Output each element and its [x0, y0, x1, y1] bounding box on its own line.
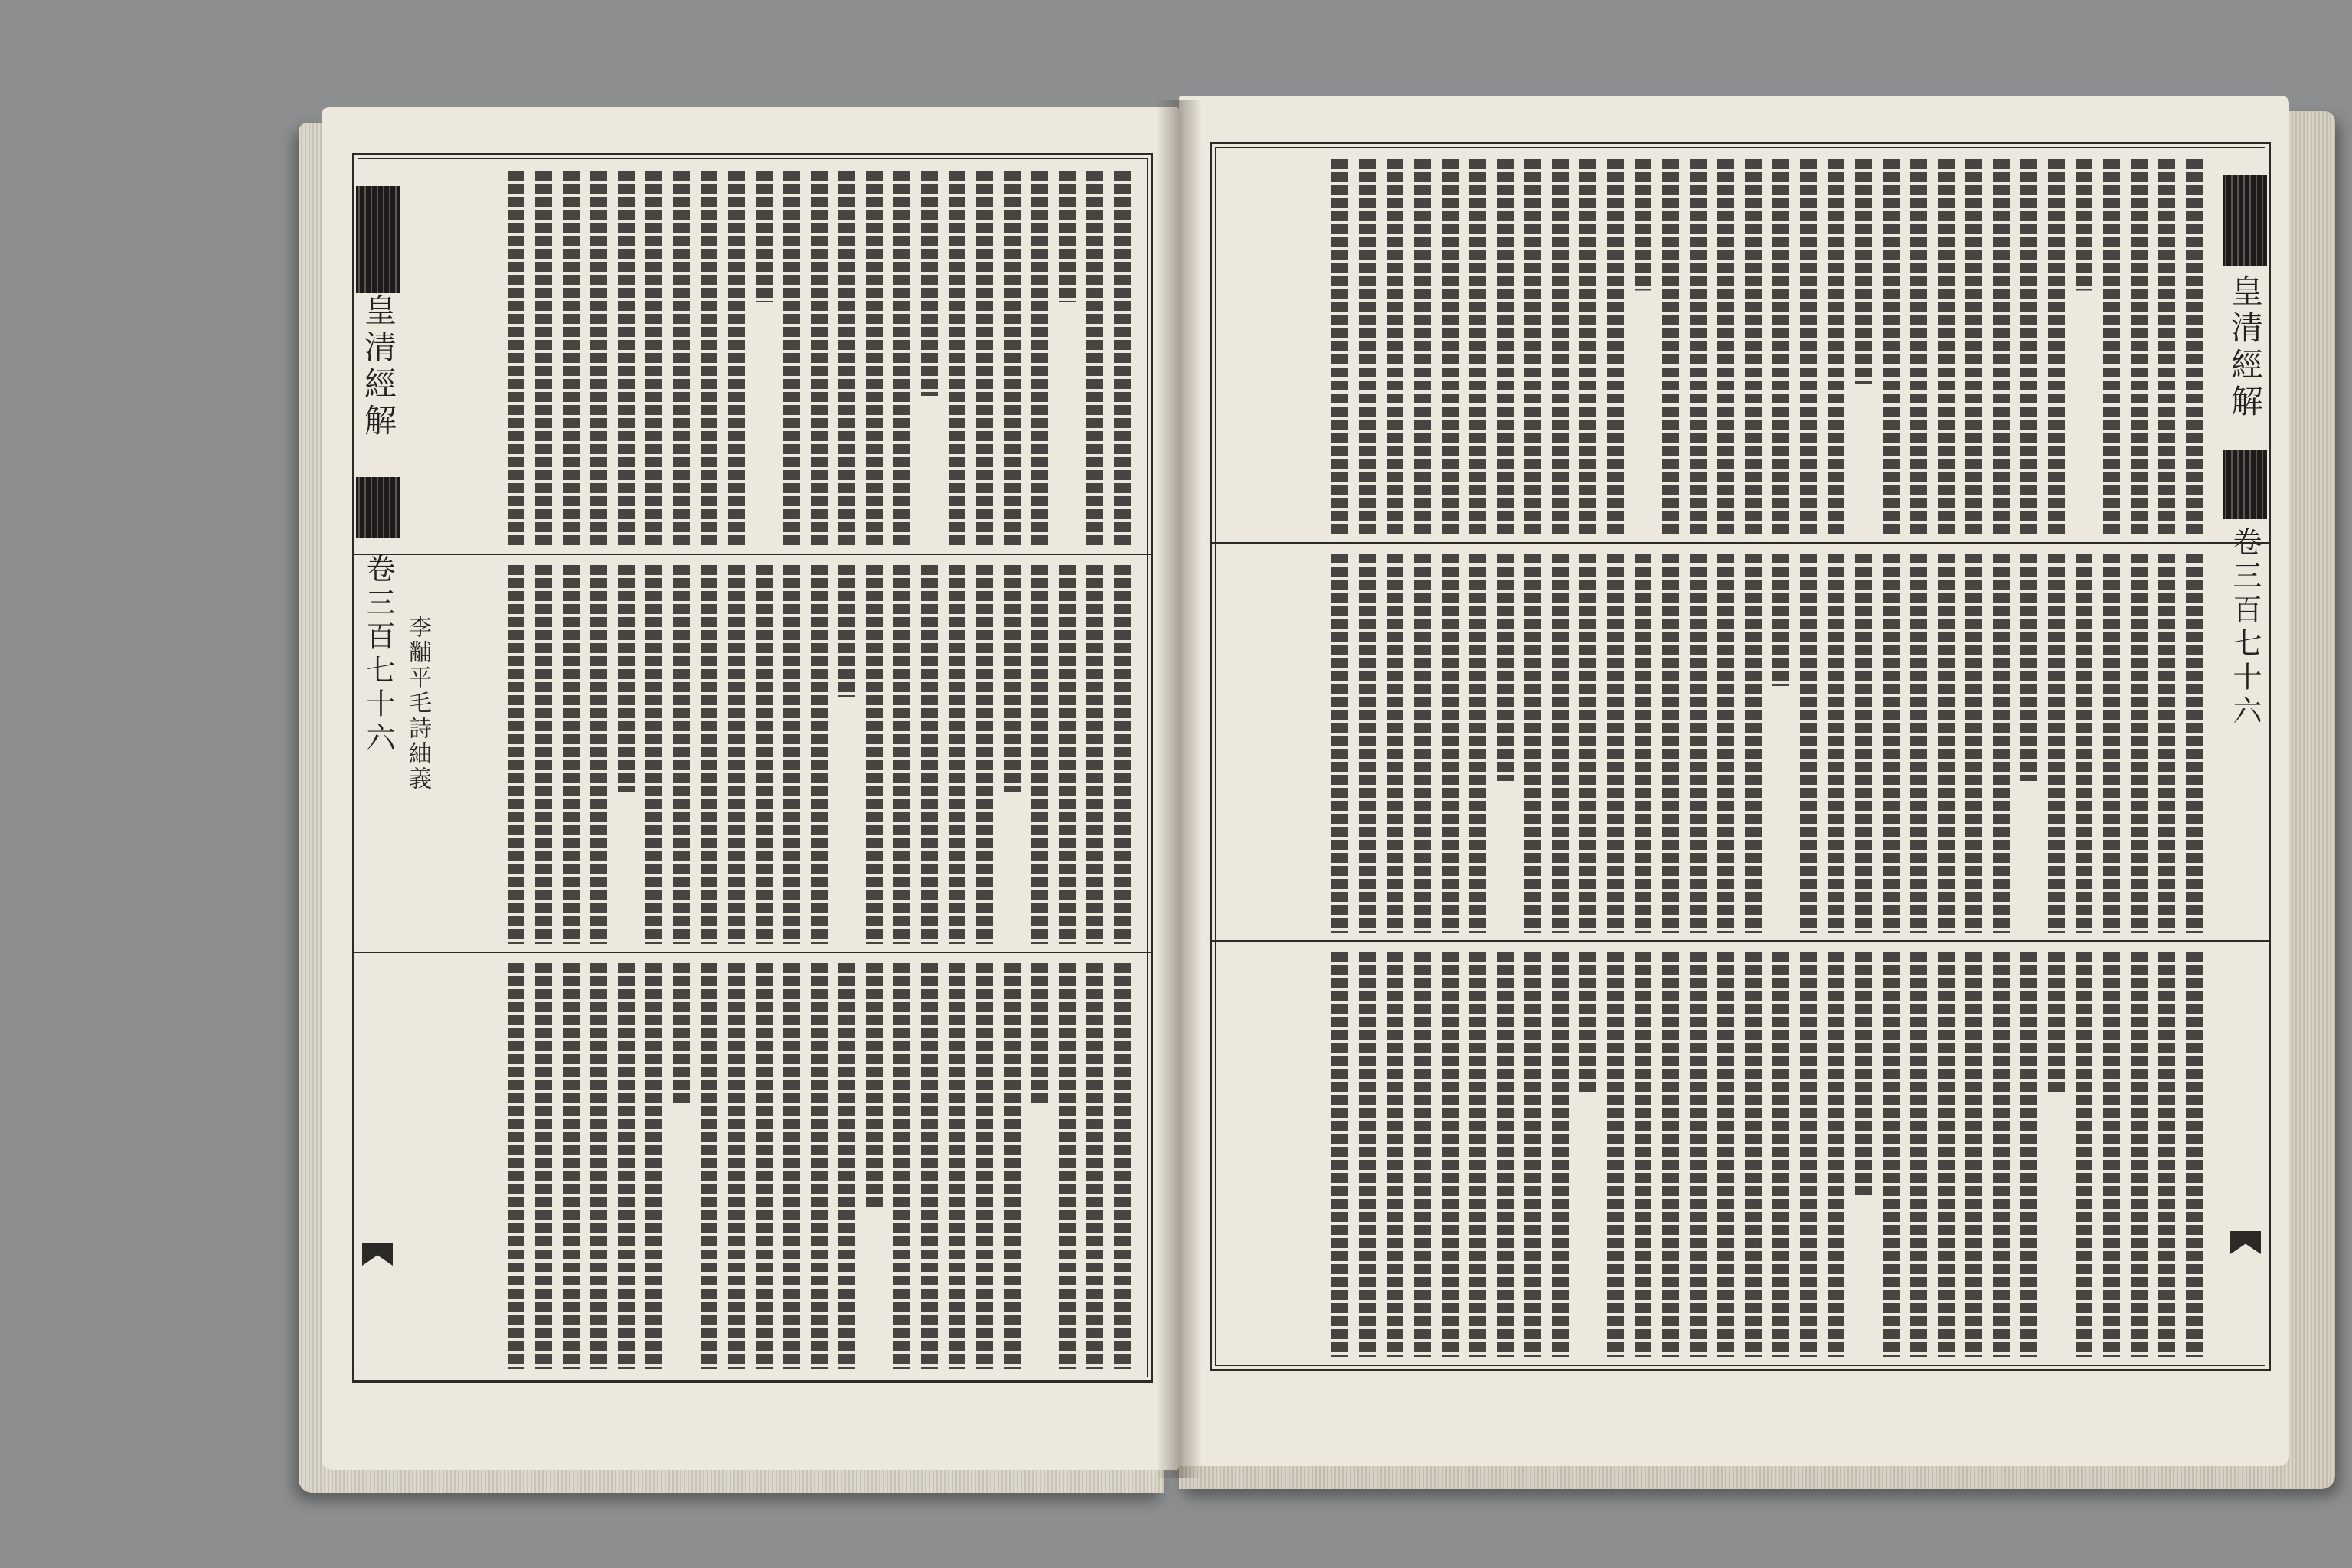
- open-book: [299, 92, 2335, 1493]
- right-fishtail-mark: [2230, 1231, 2261, 1254]
- right-margin-volume: 卷三百七十六: [2228, 527, 2262, 729]
- left-banner-ornament: [356, 186, 400, 293]
- left-fishtail-mark: [362, 1243, 393, 1266]
- right-page: [1179, 96, 2289, 1466]
- left-page-frame: [352, 153, 1153, 1383]
- left-page: [322, 107, 1179, 1470]
- right-banner-ornament: [2223, 175, 2267, 266]
- right-band-divider-2: [1212, 940, 2269, 942]
- right-band-divider-1: [1212, 542, 2269, 544]
- right-text-band-1: [1227, 159, 2207, 534]
- right-text-band-3: [1227, 952, 2207, 1357]
- left-margin-title: 皇清經解: [360, 293, 397, 440]
- left-text-band-2: [439, 565, 1135, 944]
- left-banner-ornament-2: [356, 477, 400, 538]
- right-margin-title: 皇清經解: [2226, 274, 2264, 421]
- book-gutter: [1156, 100, 1202, 1478]
- left-band-divider-1: [354, 554, 1151, 555]
- left-subtitle: 李黼平毛詩紬義: [404, 615, 431, 792]
- left-margin-volume: 卷三百七十六: [361, 554, 395, 756]
- left-text-band-3: [439, 963, 1135, 1369]
- left-band-divider-2: [354, 952, 1151, 953]
- left-text-band-1: [439, 171, 1135, 546]
- right-banner-ornament-2: [2223, 450, 2267, 519]
- right-page-frame: [1210, 142, 2271, 1371]
- right-text-band-2: [1227, 554, 2207, 933]
